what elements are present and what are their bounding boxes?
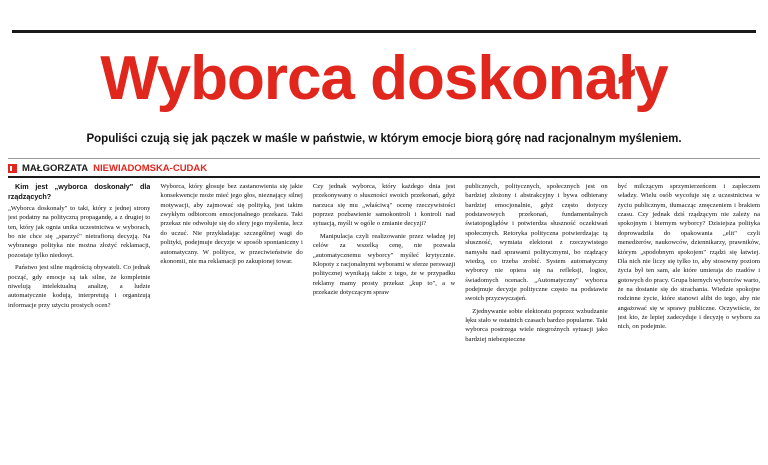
paragraph: Manipulacja czyli realizowanie przez władzę jej celów za wszelką cenę, nie pozwala „automatycznemu wyborcy" myśleć krytycznie. Kłopoty z racjonalnymi wyborami w sferze perswazji politycznej wynikają także z tego, że w przypadku reklamy mamy prosty przekaz „kup to", a w przekazie dotyczącym spraw <box>312 232 456 296</box>
article-column-3 <box>313 182 455 465</box>
subheadline: Populiści czują się jak pączek w maśle w państwie, w którym emocje biorą górę nad racjonalnym myśleniem. <box>86 133 682 145</box>
page-title: Wyborca doskonały <box>100 44 668 113</box>
author-last-name: NIEWIADOMSKA-CUDAK <box>93 163 208 174</box>
paragraph: Wyborca, który głosuje bez zastanowienia się jakie konsekwencje może mieć jego głos, nieznający silnej motywacji, aby zajmować się polityką, jest takim zwykłym odbiorcom emocjonalnego przekazu. Taki przekaz nie odwołuje się do sfery jego myślenia, lecz do uczuć. Nie przykładając szczególnej wagi do polityki, podejmuje decyzje w sposób spontaniczny i automatyczny. W polityce, w przeciwieństwie do ekonomii, nie ma reklamacji po zakupionej towar. <box>160 183 303 265</box>
column-kicker: Kim jest „wyborca doskonały" dla rządzących? <box>8 182 151 201</box>
author-mark-icon <box>8 164 17 173</box>
paragraph: „Wyborca doskonały" to taki, który z jednej strony jest podatny na polityczną propagandę, a z drugiej to ten, który jak ognia unika uczestnictwa w wyborach, bo nie chce się „sparzyć" nietrafioną decyzją. Na wybranego polityka nie można złożyć reklamacji, pozostaje tylko niedosyt. <box>8 205 151 259</box>
paragraph: Czy jednak wyborca, który każdego dnia jest przekonywany o słuszności swoich przekonań, gdyż narzuca się mu „właściwą" ocenę rzeczywistości poprzez pozbawienie samokontroli i kontroli nad sytuacją, myśli w ogóle o zmianie decyzji? <box>312 183 456 228</box>
paragraph: być milczącym sprzymierzeńcem i zapleczem władzy. Wielu osób wycofuje się z uczestnictwa w życiu publicznym, tłumacząc zmęczeniem i brakiem czasu. Czy jednak dziś rządzącym nie zależy na spokojnym i biernym wyborcy? Dzisiejsza polityka doprowadziła do opakowania „elit" czyli menedżerów, naukowców, dziennikarzy, prawników, którym „spodobnym spokojem" rządzi się łatwiej. Dla nich nie liczy się tylko to, aby stosowny poziom życia był ten sam, ale które umieraja do rzadów i gotowych do pracy. Grupa biernych wyborców warto, że na dostanie się do strachania. Wiedzie spokojne rodzinne życie, które stanowi alibi do tego, aby nie angażować się w sprawy publiczne. Oczywiście, że jest kto, że lepiej zadecyduje i decyzję o wyboru za nich, on podejmie. <box>617 183 761 331</box>
article-column-5 <box>618 182 760 465</box>
paragraph: Zjednywanie sobie elektoratu poprzez wzbudzanie lęku stało w ostatnich czasach bardzo popularne. Taki wyborca postrzega wiele niegroźnych sytuacji jako bardziej niebezpieczne <box>465 307 608 343</box>
paragraph: Państwo jest silne mądrością obywateli. Co jednak począć, gdy emocje są tak silne, że kompletnie niwelują intelektualną analizę, a ludzie automatycznie kodują, interpretują i organizują informacje przy użyciu prostych ocen? <box>8 264 151 309</box>
article-column-4 <box>465 182 607 465</box>
paragraph: publicznych, politycznych, społecznych jest on bardziej złożony i abstrakcyjny i bywa odbierany bardziej emocjonalnie, gdyż często dotyczy podstawowych przekonań, fundamentalnych światopoglądów i potwierdza słuszność oczekiwań społecznych. Retoryka polityczna potwierdzając tą słuszność, wymiata elektorat z rzeczywistego namysłu nad sprawami politycznymi, bo rządzący wiedzą, co trzeba zrobić. System automatyczny wyborcy nie opiera się na refleksji, logice, świadomych ocenach. „Automatyczny" wyborca podejmuje decyzje polityczne często na podstawie swoich przyzwyczajeń. <box>465 183 608 303</box>
byline-bottom-rule <box>8 176 760 178</box>
top-rule <box>12 30 756 33</box>
article-column-2 <box>160 182 302 465</box>
byline <box>8 163 207 174</box>
article-column-1 <box>8 182 150 465</box>
byline-top-rule <box>8 158 760 159</box>
article-body <box>8 182 760 465</box>
author-first-name: MAŁGORZATA <box>22 163 89 174</box>
